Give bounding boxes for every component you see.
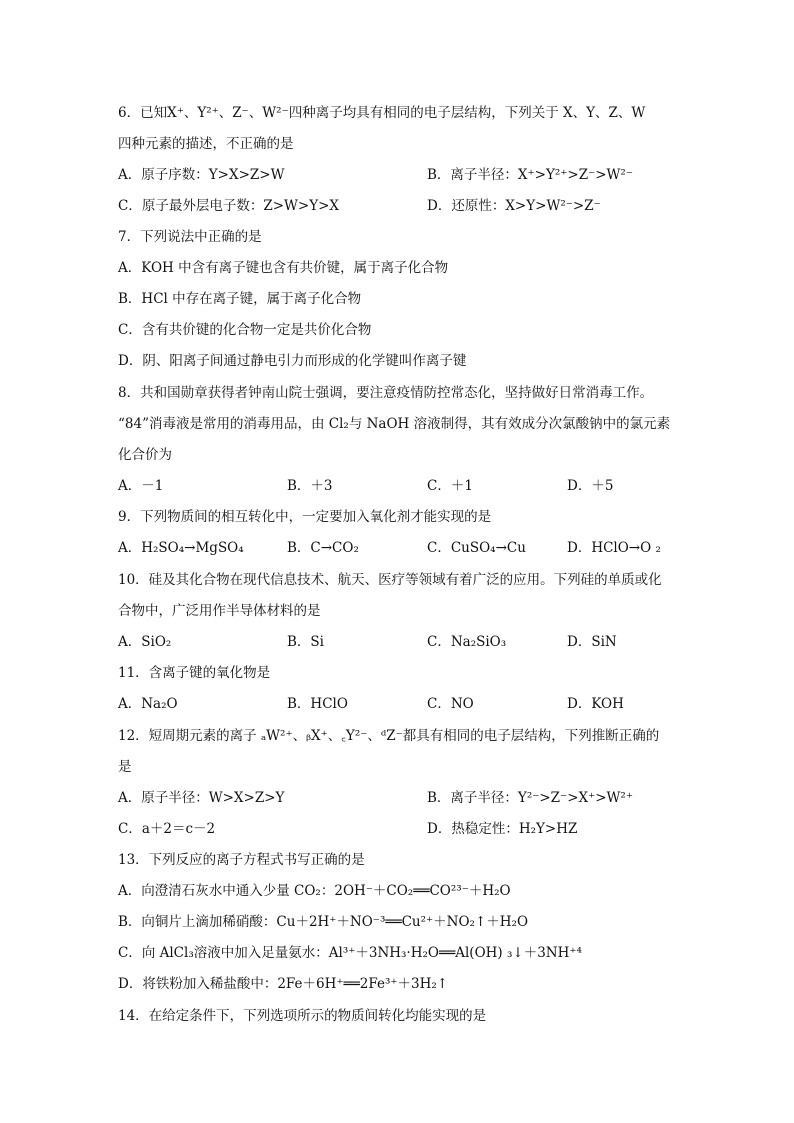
- question-13-stem: 13．下列反应的离子方程式书写正确的是: [118, 852, 365, 868]
- question-9-option-d: D．HClO→O ₂: [567, 540, 661, 556]
- question-10-option-b: B．Si: [287, 634, 324, 650]
- question-8-option-d: D．＋5: [567, 478, 614, 494]
- question-13-option-a: A．向澄清石灰水中通入少量 CO₂：2OH⁻＋CO₂══CO²³⁻＋H₂O: [118, 883, 511, 899]
- question-12-option-c: C．a＋2＝c－2: [118, 821, 216, 837]
- question-10-stem-line-2: 合物中，广泛用作半导体材料的是: [118, 603, 321, 619]
- question-10-option-a: A．SiO₂: [118, 634, 172, 650]
- question-14-stem: 14．在给定条件下，下列选项所示的物质间转化均能实现的是: [118, 1008, 487, 1024]
- question-6-option-b: B．离子半径：X⁺>Y²⁺>Z⁻>W²⁻: [427, 167, 633, 183]
- question-11-option-d: D．KOH: [567, 696, 624, 712]
- question-12-stem-line-1: 12．短周期元素的离子 ₐW²⁺、ᵦX⁺、꜀Y²⁻、ᵈZ⁻都具有相同的电子层结构，下列推断正确的: [118, 728, 660, 744]
- question-7-option-c: C．含有共价键的化合物一定是共价化合物: [118, 322, 372, 338]
- question-6-stem-line-1: 6．已知X⁺、Y²⁺、Z⁻、W²⁻四种离子均具有相同的电子层结构，下列关于 X、Y、Z、W: [118, 105, 646, 121]
- question-9-option-c: C．CuSO₄→Cu: [427, 540, 526, 556]
- question-9-option-b: B．C→CO₂: [287, 540, 359, 556]
- question-7-option-a: A．KOH 中含有离子键也含有共价键，属于离子化合物: [118, 260, 449, 276]
- question-6-option-d: D．还原性：X>Y>W²⁻>Z⁻: [427, 198, 601, 214]
- question-13-option-c: C．向 AlCl₃溶液中加入足量氨水：Al³⁺＋3NH₃·H₂O══Al(OH) ₃↓＋3NH⁺⁴: [118, 945, 582, 961]
- question-8-stem-line-1: 8．共和国勋章获得者钟南山院士强调，要注意疫情防控常态化，坚持做好日常消毒工作。: [118, 385, 654, 401]
- question-13-option-b: B．向铜片上滴加稀硝酸：Cu＋2H⁺＋NO⁻³══Cu²⁺＋NO₂↑＋H₂O: [118, 914, 529, 930]
- question-6-stem-line-2: 四种元素的描述，不正确的是: [118, 136, 294, 152]
- question-6-option-c: C．原子最外层电子数：Z>W>Y>X: [118, 198, 340, 214]
- question-7-option-d: D．阴、阳离子间通过静电引力而形成的化学键叫作离子键: [118, 353, 467, 369]
- question-12-stem-line-2: 是: [118, 759, 132, 775]
- question-11-option-b: B．HClO: [287, 696, 348, 712]
- question-7-stem: 7．下列说法中正确的是: [118, 229, 262, 245]
- question-8-option-c: C．＋1: [427, 478, 473, 494]
- question-9-stem: 9．下列物质间的相互转化中，一定要加入氧化剂才能实现的是: [118, 509, 492, 525]
- question-11-stem: 11．含离子键的氧化物是: [118, 665, 271, 681]
- question-10-option-d: D．SiN: [567, 634, 617, 650]
- question-9-option-a: A．H₂SO₄→MgSO₄: [118, 540, 244, 556]
- question-6-option-a: A．原子序数：Y>X>Z>W: [118, 167, 285, 183]
- question-12-option-a: A．原子半径：W>X>Z>Y: [118, 790, 285, 806]
- question-10-stem-line-1: 10．硅及其化合物在现代信息技术、航天、医疗等领域有着广泛的应用。下列硅的单质或化: [118, 572, 662, 588]
- question-8-option-a: A．－1: [118, 478, 164, 494]
- question-12-option-d: D．热稳定性：H₂Y>HZ: [427, 821, 578, 837]
- question-8-stem-line-3: 化合价为: [118, 447, 172, 463]
- question-11-option-c: C．NO: [427, 696, 474, 712]
- question-7-option-b: B．HCl 中存在离子键，属于离子化合物: [118, 291, 362, 307]
- question-8-option-b: B．＋3: [287, 478, 333, 494]
- question-11-option-a: A．Na₂O: [118, 696, 178, 712]
- question-13-option-d: D．将铁粉加入稀盐酸中：2Fe＋6H⁺══2Fe³⁺＋3H₂↑: [118, 976, 449, 992]
- question-12-option-b: B．离子半径：Y²⁻>Z⁻>X⁺>W²⁺: [427, 790, 633, 806]
- question-10-option-c: C．Na₂SiO₃: [427, 634, 507, 650]
- question-8-stem-line-2: “84”消毒液是常用的消毒用品，由 Cl₂与 NaOH 溶液制得，其有效成分次氯酸钠中的氯元素: [118, 416, 671, 432]
